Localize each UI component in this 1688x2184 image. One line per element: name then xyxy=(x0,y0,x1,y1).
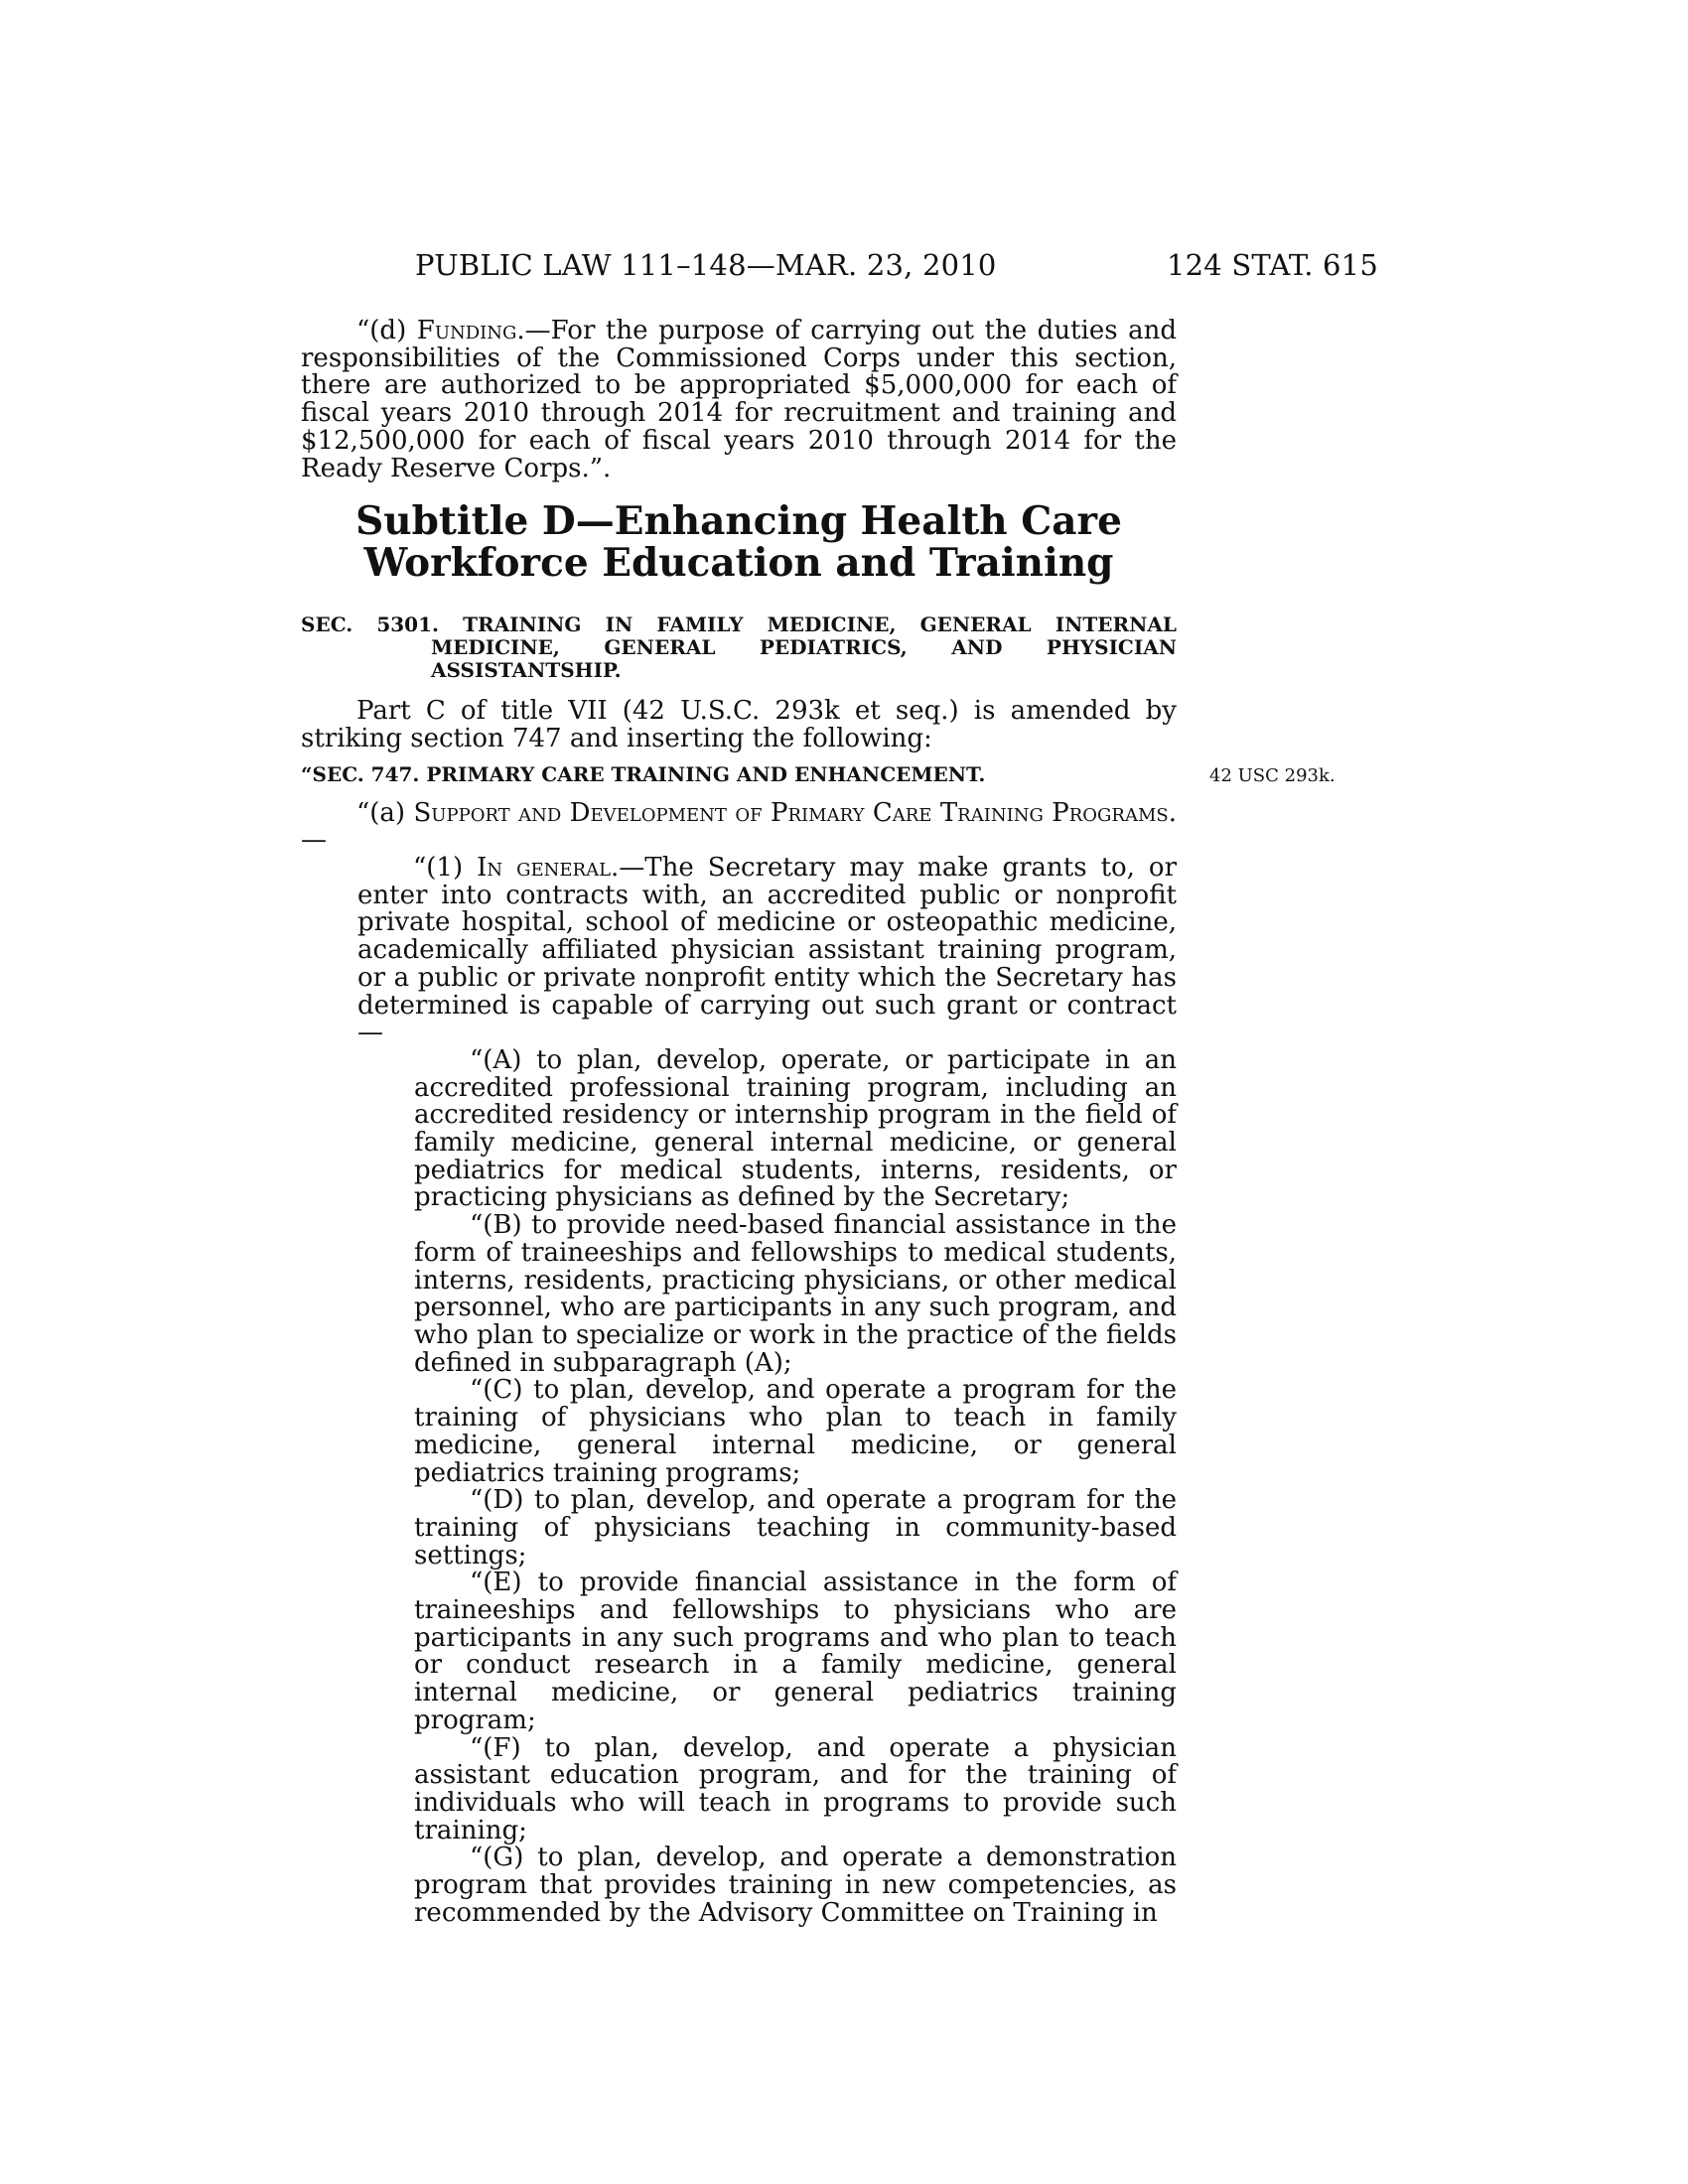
funding-paragraph: “(d) Funding.—For the purpose of carrying out the duties and responsibilities of the Commissioned Corps under this section, there are authorized to be appropriated $5,000,000 for each of fiscal years 2010 through 2014 for recruitment and training and $12,500,000 for each of fiscal years 2010 through 2014 for the Ready Reserve Corps.”. xyxy=(301,316,1177,483)
margin-citation: 42 USC 293k. xyxy=(1209,764,1336,786)
subparagraph-A: “(A) to plan, develop, operate, or participate in an accredited professional training program, including an accredited residency or internship program in the field of family medicine, general internal medicine, or general pediatrics for medical students, interns, residents, or practicing physicians as defined by the Secretary; xyxy=(414,1044,1177,1213)
paragraph-1: “(1) In general.—The Secretary may make grants to, or enter into contracts with, an accredited public or nonprofit private hospital, school of medicine or osteopathic medicine, academically affiliated physician assistant training program, or a public or private nonprofit entity which the Secretary has determined is capable of carrying out such grant or contract— xyxy=(357,853,1177,1048)
subparagraph-G: “(G) to plan, develop, and operate a demonstration program that provides training in new competencies, as recommended by the Advisory Committee on Training in xyxy=(414,1843,1177,1928)
subtitle-heading: Subtitle D—Enhancing Health Care Workforce Education and Training xyxy=(355,498,1122,587)
subparagraph-E: “(E) to provide financial assistance in the form of traineeships and fellowships to physicians who are participants in any such programs and who plan to teach or conduct research in a family medicine, general internal medicine, or general pediatrics training program; xyxy=(414,1568,1177,1735)
subparagraph-D: “(D) to plan, develop, and operate a program for the training of physicians teaching in community-based settings; xyxy=(414,1485,1177,1570)
amendment-instruction: Part C of title VII (42 U.S.C. 293k et seq.) is amended by striking section 747 and inserting the following: xyxy=(301,696,1177,753)
funding-heading: Funding xyxy=(416,316,517,345)
paragraph-1-heading: In general xyxy=(477,853,612,884)
section-747-heading: “SEC. 747. PRIMARY CARE TRAINING AND ENHANCEMENT. 42 USC 293k. xyxy=(301,763,1177,786)
subsection-a-heading: “(a) Support and Development of Primary Care Training Programs.— xyxy=(301,797,1177,856)
section-5301-heading: SEC. 5301. TRAINING IN FAMILY MEDICINE, GENERAL INTERNAL MEDICINE, GENERAL PEDIATRICS, AND PHYSICIAN ASSISTANTSHIP. xyxy=(301,613,1177,683)
subparagraph-B: “(B) to provide need-based financial assistance in the form of traineeships and fellowships to medical students, interns, residents, practicing physicians, or other medical personnel, who are participants in any such program, and who plan to specialize or work in the practice of the fields defined in subparagraph (A); xyxy=(414,1210,1177,1378)
public-law-citation: PUBLIC LAW 111–148—MAR. 23, 2010 xyxy=(415,248,997,282)
subparagraph-C: “(C) to plan, develop, and operate a program for the training of physicians who plan to teach in family medicine, general internal medicine, or general pediatrics training programs; xyxy=(414,1375,1177,1488)
subparagraph-list xyxy=(357,1044,1177,1928)
statute-page-number: 124 STAT. 615 xyxy=(1166,248,1378,282)
page-header xyxy=(298,248,1378,288)
subparagraph-F: “(F) to plan, develop, and operate a physician assistant education program, and for the training of individuals who will teach in programs to provide such training; xyxy=(414,1732,1177,1845)
document-body xyxy=(301,316,1336,1928)
